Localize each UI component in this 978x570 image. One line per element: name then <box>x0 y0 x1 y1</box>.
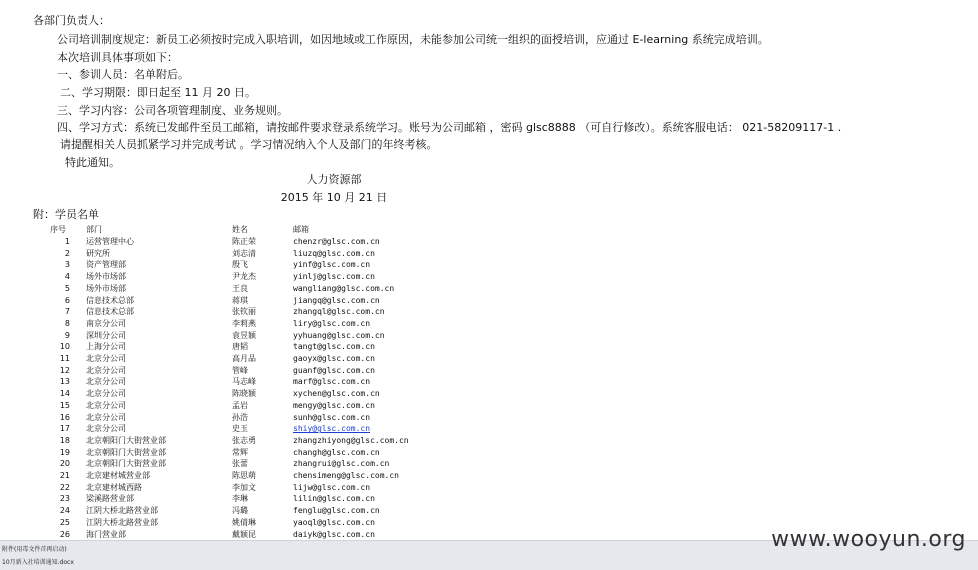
row-no: 8 <box>64 318 70 328</box>
row-dept: 场外市场部 <box>86 272 126 282</box>
item-period: 二、学习期限：即日起至 11 月 20 日。 <box>60 86 256 99</box>
row-no: 13 <box>59 377 70 387</box>
row-dept: 信息技术总部 <box>86 295 134 305</box>
row-no: 12 <box>59 365 70 375</box>
row-name: 王良 <box>232 283 248 293</box>
row-no: 15 <box>59 400 70 410</box>
row-name: 李琳 <box>232 494 248 504</box>
table-row <box>50 435 570 447</box>
table-row <box>50 236 570 248</box>
row-mail: chensimeng@glsc.com.cn <box>293 471 399 480</box>
row-no: 25 <box>59 517 70 527</box>
row-mail: sunh@glsc.com.cn <box>293 412 371 422</box>
row-mail: guanf@glsc.com.cn <box>293 365 375 375</box>
row-mail: marf@glsc.com.cn <box>293 377 371 387</box>
row-no: 7 <box>64 307 70 317</box>
table-row <box>50 365 570 377</box>
table-row <box>50 306 570 318</box>
table-row <box>50 295 570 307</box>
header-dept: 部门 <box>86 225 102 234</box>
header-mail: 邮箱 <box>293 225 309 234</box>
signature-date: 2015 年 10 月 21 日 <box>280 191 388 204</box>
row-no: 4 <box>64 272 70 282</box>
row-name: 蒋琪 <box>232 295 248 305</box>
greeting: 各部门负责人： <box>33 14 110 27</box>
row-dept: 海门营业部 <box>86 529 126 539</box>
row-dept: 北京分公司 <box>86 412 126 422</box>
row-no: 6 <box>64 295 70 305</box>
row-name: 张钦丽 <box>232 307 256 317</box>
table-row <box>50 470 570 482</box>
row-name: 冯璐 <box>232 506 248 516</box>
table-header <box>50 224 570 236</box>
table-row <box>50 353 570 365</box>
row-dept: 北京分公司 <box>86 400 126 410</box>
table-row <box>50 271 570 283</box>
row-name: 姚倩琳 <box>232 517 256 527</box>
row-dept: 北京建材城营业部 <box>86 471 150 480</box>
row-no: 11 <box>59 354 70 363</box>
row-no: 5 <box>64 283 70 293</box>
row-name: 陈晓颖 <box>232 389 256 399</box>
row-dept: 研究所 <box>86 248 110 258</box>
row-dept: 信息技术总部 <box>86 307 134 317</box>
row-dept: 深圳分公司 <box>86 330 126 340</box>
row-dept: 江阴大桥北路营业部 <box>86 506 158 516</box>
table-row <box>50 318 570 330</box>
row-mail: yinf@glsc.com.cn <box>293 260 371 270</box>
row-mail: mengy@glsc.com.cn <box>293 400 375 410</box>
paragraph-closing: 特此通知。 <box>65 156 120 169</box>
row-name: 殷飞 <box>232 260 248 270</box>
row-name: 马志峰 <box>232 377 256 387</box>
row-name: 李加文 <box>232 482 256 492</box>
row-dept: 场外市场部 <box>86 283 126 293</box>
table-row <box>50 341 570 353</box>
table-row <box>50 248 570 260</box>
row-no: 24 <box>59 506 70 516</box>
row-name: 刘志清 <box>232 248 256 258</box>
row-mail: zhangql@glsc.com.cn <box>293 307 385 317</box>
paragraph-training-rule: 公司培训制度规定：新员工必须按时完成入职培训，如因地域或工作原因，未能参加公司统一组织的面授培训，应通过 E-learning 系统完成培训。 <box>57 33 769 46</box>
row-name: 高月品 <box>232 354 256 363</box>
row-no: 2 <box>64 248 70 258</box>
row-mail: tangt@glsc.com.cn <box>293 342 375 352</box>
row-no: 18 <box>59 435 70 445</box>
table-row <box>50 283 570 295</box>
row-no: 1 <box>64 237 70 246</box>
row-name: 袁昱颖 <box>232 330 256 340</box>
row-no: 20 <box>59 459 70 469</box>
row-dept: 梁溪路营业部 <box>86 494 134 504</box>
row-no: 9 <box>64 330 70 340</box>
item-content: 三、学习内容：公司各项管理制度、业务规则。 <box>57 104 288 117</box>
row-no: 19 <box>59 447 70 457</box>
row-dept: 上海分公司 <box>86 342 126 352</box>
row-mail: liuzq@glsc.com.cn <box>293 248 375 258</box>
row-no: 23 <box>59 494 70 504</box>
row-name: 孙浩 <box>232 412 248 422</box>
row-mail: liry@glsc.com.cn <box>293 318 371 328</box>
row-mail: lilin@glsc.com.cn <box>293 494 375 504</box>
table-row <box>50 458 570 470</box>
item-participants: 一、参训人员：名单附后。 <box>57 68 189 81</box>
table-row <box>50 259 570 271</box>
row-mail: lijw@glsc.com.cn <box>293 482 371 492</box>
row-mail: yyhuang@glsc.com.cn <box>293 330 385 340</box>
row-mail: zhangzhiyong@glsc.com.cn <box>293 435 409 445</box>
row-name: 尹龙杰 <box>232 272 256 282</box>
row-mail: yinlj@glsc.com.cn <box>293 272 375 282</box>
row-mail: chenzr@glsc.com.cn <box>293 237 380 246</box>
row-dept: 北京分公司 <box>86 377 126 387</box>
table-row <box>50 505 570 517</box>
row-mail: daiyk@glsc.com.cn <box>293 529 375 539</box>
email-link[interactable]: shiy@glsc.com.cn <box>293 424 371 434</box>
row-name: 陈思萌 <box>232 471 256 480</box>
row-name: 张志勇 <box>232 435 256 445</box>
row-name: 孟岩 <box>232 400 248 410</box>
row-no: 17 <box>59 424 70 434</box>
row-no: 26 <box>59 529 70 539</box>
row-mail: gaoyx@glsc.com.cn <box>293 354 375 363</box>
attachment-file[interactable]: 10月新入社培训通知.docx <box>2 559 74 566</box>
row-name: 唐韬 <box>232 342 248 352</box>
row-dept: 运营管理中心 <box>86 237 134 246</box>
row-mail: changh@glsc.com.cn <box>293 447 380 457</box>
watermark: www.wooyun.org <box>771 527 966 552</box>
table-row <box>50 376 570 388</box>
row-mail: xychen@glsc.com.cn <box>293 389 380 399</box>
table-row <box>50 330 570 342</box>
table-row <box>50 529 570 541</box>
row-dept: 北京分公司 <box>86 354 126 363</box>
signature: 人力资源部 <box>306 173 362 186</box>
row-dept: 北京朝阳门大街营业部 <box>86 459 166 469</box>
row-name: 戴颖昆 <box>232 529 256 539</box>
row-no: 14 <box>59 389 70 399</box>
header-name: 姓名 <box>232 225 248 234</box>
row-mail: wangliang@glsc.com.cn <box>293 283 395 293</box>
paragraph-intro: 本次培训具体事项如下： <box>57 51 178 64</box>
row-no: 22 <box>59 482 70 492</box>
paragraph-reminder: 请提醒相关人员抓紧学习并完成考试 。学习情况纳入个人及部门的年终考核。 <box>60 138 438 151</box>
row-dept: 北京朝阳门大街营业部 <box>86 447 166 457</box>
row-dept: 资产管理部 <box>86 260 126 270</box>
row-dept: 北京建材城西路 <box>86 482 142 492</box>
table-row <box>50 423 570 435</box>
header-no: 序号 <box>50 225 66 234</box>
table-row <box>50 412 570 424</box>
row-dept: 江阴大桥北路营业部 <box>86 517 158 527</box>
row-no: 16 <box>59 412 70 422</box>
row-name: 张蕾 <box>232 459 248 469</box>
row-mail: jiangq@glsc.com.cn <box>293 295 380 305</box>
row-mail: zhangrui@glsc.com.cn <box>293 459 390 469</box>
table-row <box>50 447 570 459</box>
row-name: 常辉 <box>232 447 248 457</box>
row-dept: 北京分公司 <box>86 365 126 375</box>
table-row <box>50 517 570 529</box>
row-no: 3 <box>64 260 70 270</box>
row-name: 陈正荣 <box>232 237 256 246</box>
table-row <box>50 388 570 400</box>
row-mail: fenglu@glsc.com.cn <box>293 506 380 516</box>
row-no: 21 <box>59 471 70 480</box>
row-mail: yaoql@glsc.com.cn <box>293 517 375 527</box>
table-row <box>50 400 570 412</box>
item-method: 四、学习方式：系统已发邮件至员工邮箱，请按邮件要求登录系统学习。账号为公司邮箱 ，密码 glsc8888 （可自行修改）。系统客服电话： 021-58209117-1 . <box>57 121 842 134</box>
table-row <box>50 482 570 494</box>
table-row <box>50 493 570 505</box>
row-dept: 北京朝阳门大街营业部 <box>86 435 166 445</box>
row-name: 李莉燕 <box>232 318 256 328</box>
row-name: 管峰 <box>232 365 248 375</box>
row-name: 史玉 <box>232 424 248 434</box>
row-dept: 南京分公司 <box>86 318 126 328</box>
attachment-label[interactable]: 附件(用毒文件首再启动) <box>2 546 67 553</box>
row-dept: 北京分公司 <box>86 424 126 434</box>
row-dept: 北京分公司 <box>86 389 126 399</box>
row-no: 10 <box>59 342 70 352</box>
appendix-title: 附：学员名单 <box>33 208 99 221</box>
